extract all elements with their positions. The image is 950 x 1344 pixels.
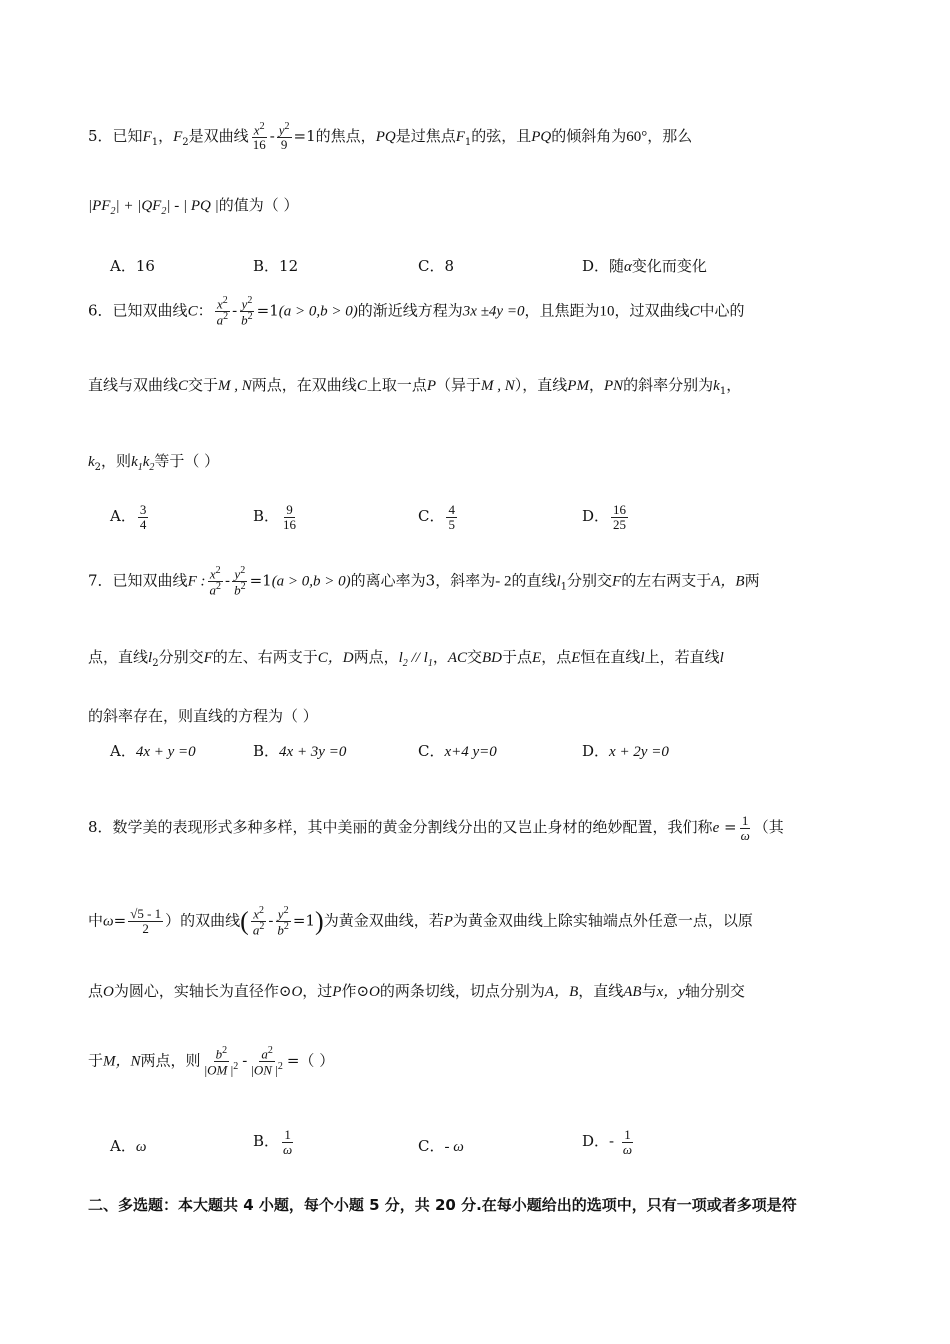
section-2-heading: 二、多选题：本大题共 4 小题，每个小题 5 分，共 20 分.在每小题给出的选项中，只有一项或者多项是符 bbox=[88, 1196, 797, 1214]
q8-line4: 于M，N两点，则 $\frac{b^2}{|OM |^2}$ - $\frac{a^2}{|ON |^2}$ =（ ） bbox=[88, 1045, 335, 1078]
q8-option-a[interactable]: A．ω bbox=[110, 1137, 147, 1155]
q6-line3: $k_2$，则$k_1k_2$等于（ ） bbox=[88, 452, 220, 473]
q5-line1: 5．已知$F_1$，$F_2$是双曲线 $\frac{x^2}{16}$ - $\frac{y^2}{9}$ =1的焦点，PQ是过焦点$F_1$的弦，且PQ的倾斜角为60°，那么 bbox=[88, 121, 693, 152]
q8-option-d[interactable]: D．- $\frac{1}{\omega}$ bbox=[582, 1127, 633, 1157]
q8-line3: 点O为圆心，实轴长为直径作⊙O，过P作⊙O的两条切线，切点分别为A，B，直线AB与x，y轴分别交 bbox=[88, 982, 745, 1000]
q7-option-a[interactable]: A．4x + y =0 bbox=[110, 742, 196, 760]
q5-option-b[interactable]: B．12 bbox=[253, 257, 299, 275]
q8-option-c[interactable]: C．- ω bbox=[418, 1137, 464, 1155]
q8-option-b[interactable]: B． $\frac{1}{\omega}$ bbox=[253, 1127, 293, 1157]
q7-line2: 点，直线$l_2$分别交F的左、右两支于C，D两点，$l_2 // l_1$，AC交BD于点E，点E恒在直线l上，若直线l bbox=[88, 648, 724, 669]
q8-line1: 8．数学美的表现形式多种多样，其中美丽的黄金分割线分出的又岂止身材的绝妙配置，我们称e = $\frac{1}{\omega}$ （其 bbox=[88, 813, 784, 843]
q5-option-a[interactable]: A．16 bbox=[110, 257, 155, 275]
q6-option-d[interactable]: D． $\frac{16}{25}$ bbox=[582, 502, 627, 532]
q5-option-d[interactable]: D．随α变化而变化 bbox=[582, 257, 707, 275]
q6-line1: 6．已知双曲线C： $\frac{x^2}{a^2}$ - $\frac{y^2}{b^2}$ =1(a > 0,b > 0)的渐近线方程为3x ±4y =0，且焦距为10，过双曲线C中心的 bbox=[88, 295, 745, 328]
q6-option-b[interactable]: B． $\frac{9}{16}$ bbox=[253, 502, 297, 532]
q7-option-d[interactable]: D．x + 2y =0 bbox=[582, 742, 669, 760]
q7-option-b[interactable]: B．4x + 3y =0 bbox=[253, 742, 347, 760]
q6-option-c[interactable]: C． $\frac{4}{5}$ bbox=[418, 502, 455, 532]
q8-line2: 中ω= $\frac{√5 - 1}{2}$ ）的双曲线( $\frac{x^2}{a^2}$ - $\frac{y^2}{b^2}$ =1)为黄金双曲线，若P为黄金双曲线上除实轴端点外任意一点，以原 bbox=[88, 905, 753, 938]
q5-line2: $|PF_2| + |QF_2|$ - | PQ |的值为（ ） bbox=[88, 196, 299, 217]
q7-option-c[interactable]: C．x+4 y=0 bbox=[418, 742, 497, 760]
q5-option-c[interactable]: C．8 bbox=[418, 257, 455, 275]
q7-line1: 7．已知双曲线F : $\frac{x^2}{a^2}$ - $\frac{y^2}{b^2}$ =1(a > 0,b > 0)的离心率为3，斜率为- 2的直线$l_1$分别交F的左右两支于A，B两 bbox=[88, 565, 760, 598]
q7-line3: 的斜率存在，则直线的方程为（ ） bbox=[88, 707, 318, 725]
q6-line2: 直线与双曲线C交于M , N两点，在双曲线C上取一点P（异于M , N），直线PM，PN的斜率分别为$k_1$， bbox=[88, 376, 742, 397]
q6-option-a[interactable]: A． $\frac{3}{4}$ bbox=[110, 502, 147, 532]
